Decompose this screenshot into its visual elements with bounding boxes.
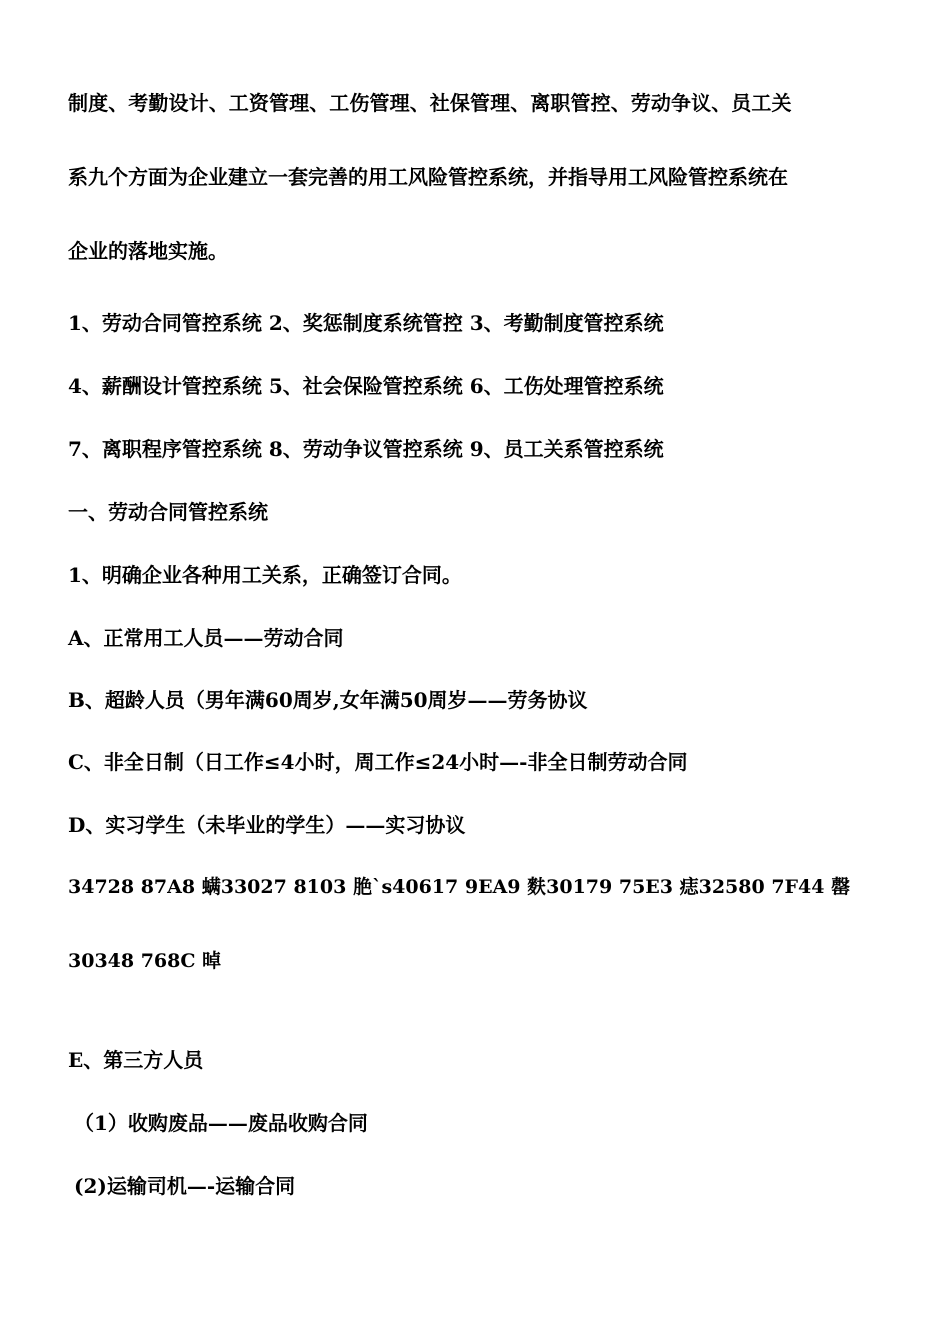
numbered-item: 1、明确企业各种用工关系，正确签订合同。 [68, 563, 462, 587]
system-list-line: 1、劳动合同管控系统 2、奖惩制度系统管控 3、考勤制度管控系统 [68, 311, 664, 335]
list-item-c: C、非全日制（日工作≤4小时，周工作≤24小时—-非全日制劳动合同 [68, 750, 688, 774]
intro-text-line: 系九个方面为企业建立一套完善的用工风险管控系统，并指导用工风险管控系统在 [68, 165, 788, 189]
garbled-text-line: 30348 768C 晫 [68, 950, 222, 972]
garbled-text-line: 34728 87A8 螨33027 8103 脃`s40617 9EA9 麩30179 75E3 痣32580 7F44 罄 [68, 876, 851, 898]
intro-text-line: 企业的落地实施。 [68, 239, 228, 263]
system-list-line: 7、离职程序管控系统 8、劳动争议管控系统 9、员工关系管控系统 [68, 437, 664, 461]
system-list-line: 4、薪酬设计管控系统 5、社会保险管控系统 6、工伤处理管控系统 [68, 374, 664, 398]
section-heading: 一、劳动合同管控系统 [68, 500, 268, 524]
list-item-a: A、正常用工人员——劳动合同 [68, 626, 344, 650]
list-item-e: E、第三方人员 [68, 1048, 204, 1072]
intro-text-line: 制度、考勤设计、工资管理、工伤管理、社保管理、离职管控、劳动争议、员工关 [68, 91, 792, 115]
list-item-b: B、超龄人员（男年满60周岁,女年满50周岁——劳务协议 [68, 688, 588, 712]
sub-item: （1）收购废品——废品收购合同 [74, 1111, 368, 1135]
sub-item: (2)运输司机—-运输合同 [74, 1174, 296, 1198]
list-item-d: D、实习学生（未毕业的学生）——实习协议 [68, 813, 466, 837]
